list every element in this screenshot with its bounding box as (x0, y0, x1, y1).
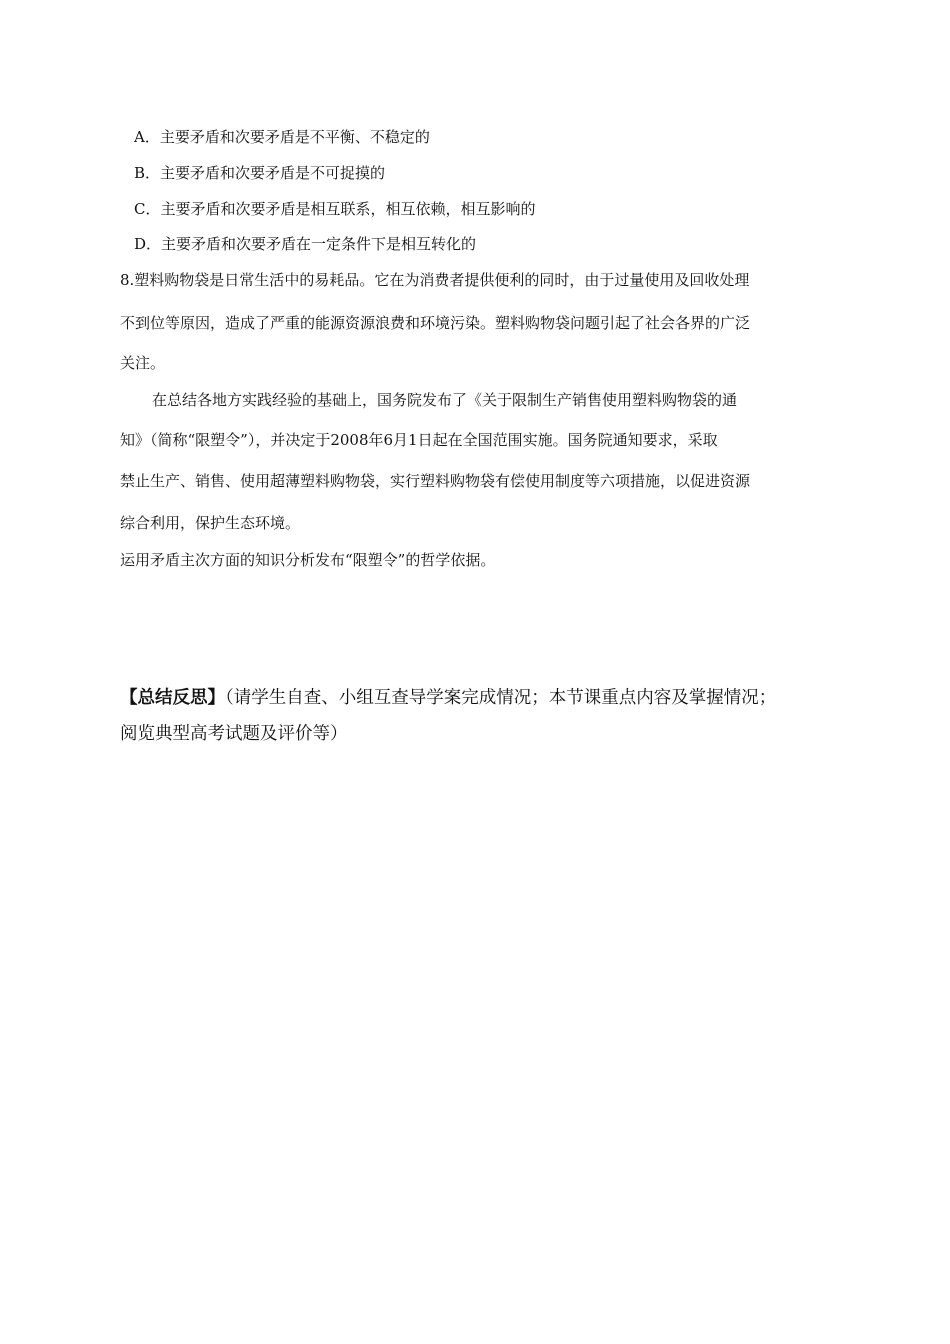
question-8-para2-line-1: 在总结各地方实践经验的基础上，国务院发布了《关于限制生产销售使用塑料购物袋的通 (152, 391, 738, 409)
question-8-para2-line-4: 综合利用，保护生态环境。 (120, 514, 301, 532)
option-b: B．主要矛盾和次要矛盾是不可捉摸的 (134, 164, 386, 182)
option-c: C．主要矛盾和次要矛盾是相互联系，相互依赖，相互影响的 (134, 200, 536, 218)
summary-line-2: 阅览典型高考试题及评价等） (120, 724, 348, 744)
option-d: D．主要矛盾和次要矛盾在一定条件下是相互转化的 (134, 235, 477, 253)
question-8-para2-line-2: 知》（简称“限塑令”），并决定于2008年6月1日起在全国范围实施。国务院通知要求，采取 (120, 431, 718, 449)
question-8-line-1: 8.塑料购物袋是日常生活中的易耗品。它在为消费者提供便利的同时，由于过量使用及回收处理 (120, 271, 750, 289)
question-8-line-3: 关注。 (120, 354, 166, 372)
summary-heading: 【总结反思】 (120, 688, 225, 708)
question-8-prompt: 运用矛盾主次方面的知识分析发布“限塑令”的哲学依据。 (120, 551, 496, 569)
summary-line-1 (120, 686, 776, 710)
option-a: A．主要矛盾和次要矛盾是不平衡、不稳定的 (134, 128, 430, 146)
summary-text-1: （请学生自查、小组互查导学案完成情况；本节课重点内容及掌握情况； (225, 688, 777, 708)
question-8-line-2: 不到位等原因，造成了严重的能源资源浪费和环境污染。塑料购物袋问题引起了社会各界的广泛 (120, 314, 751, 332)
question-8-para2-line-3: 禁止生产、销售、使用超薄塑料购物袋，实行塑料购物袋有偿使用制度等六项措施，以促进资源 (120, 472, 751, 490)
